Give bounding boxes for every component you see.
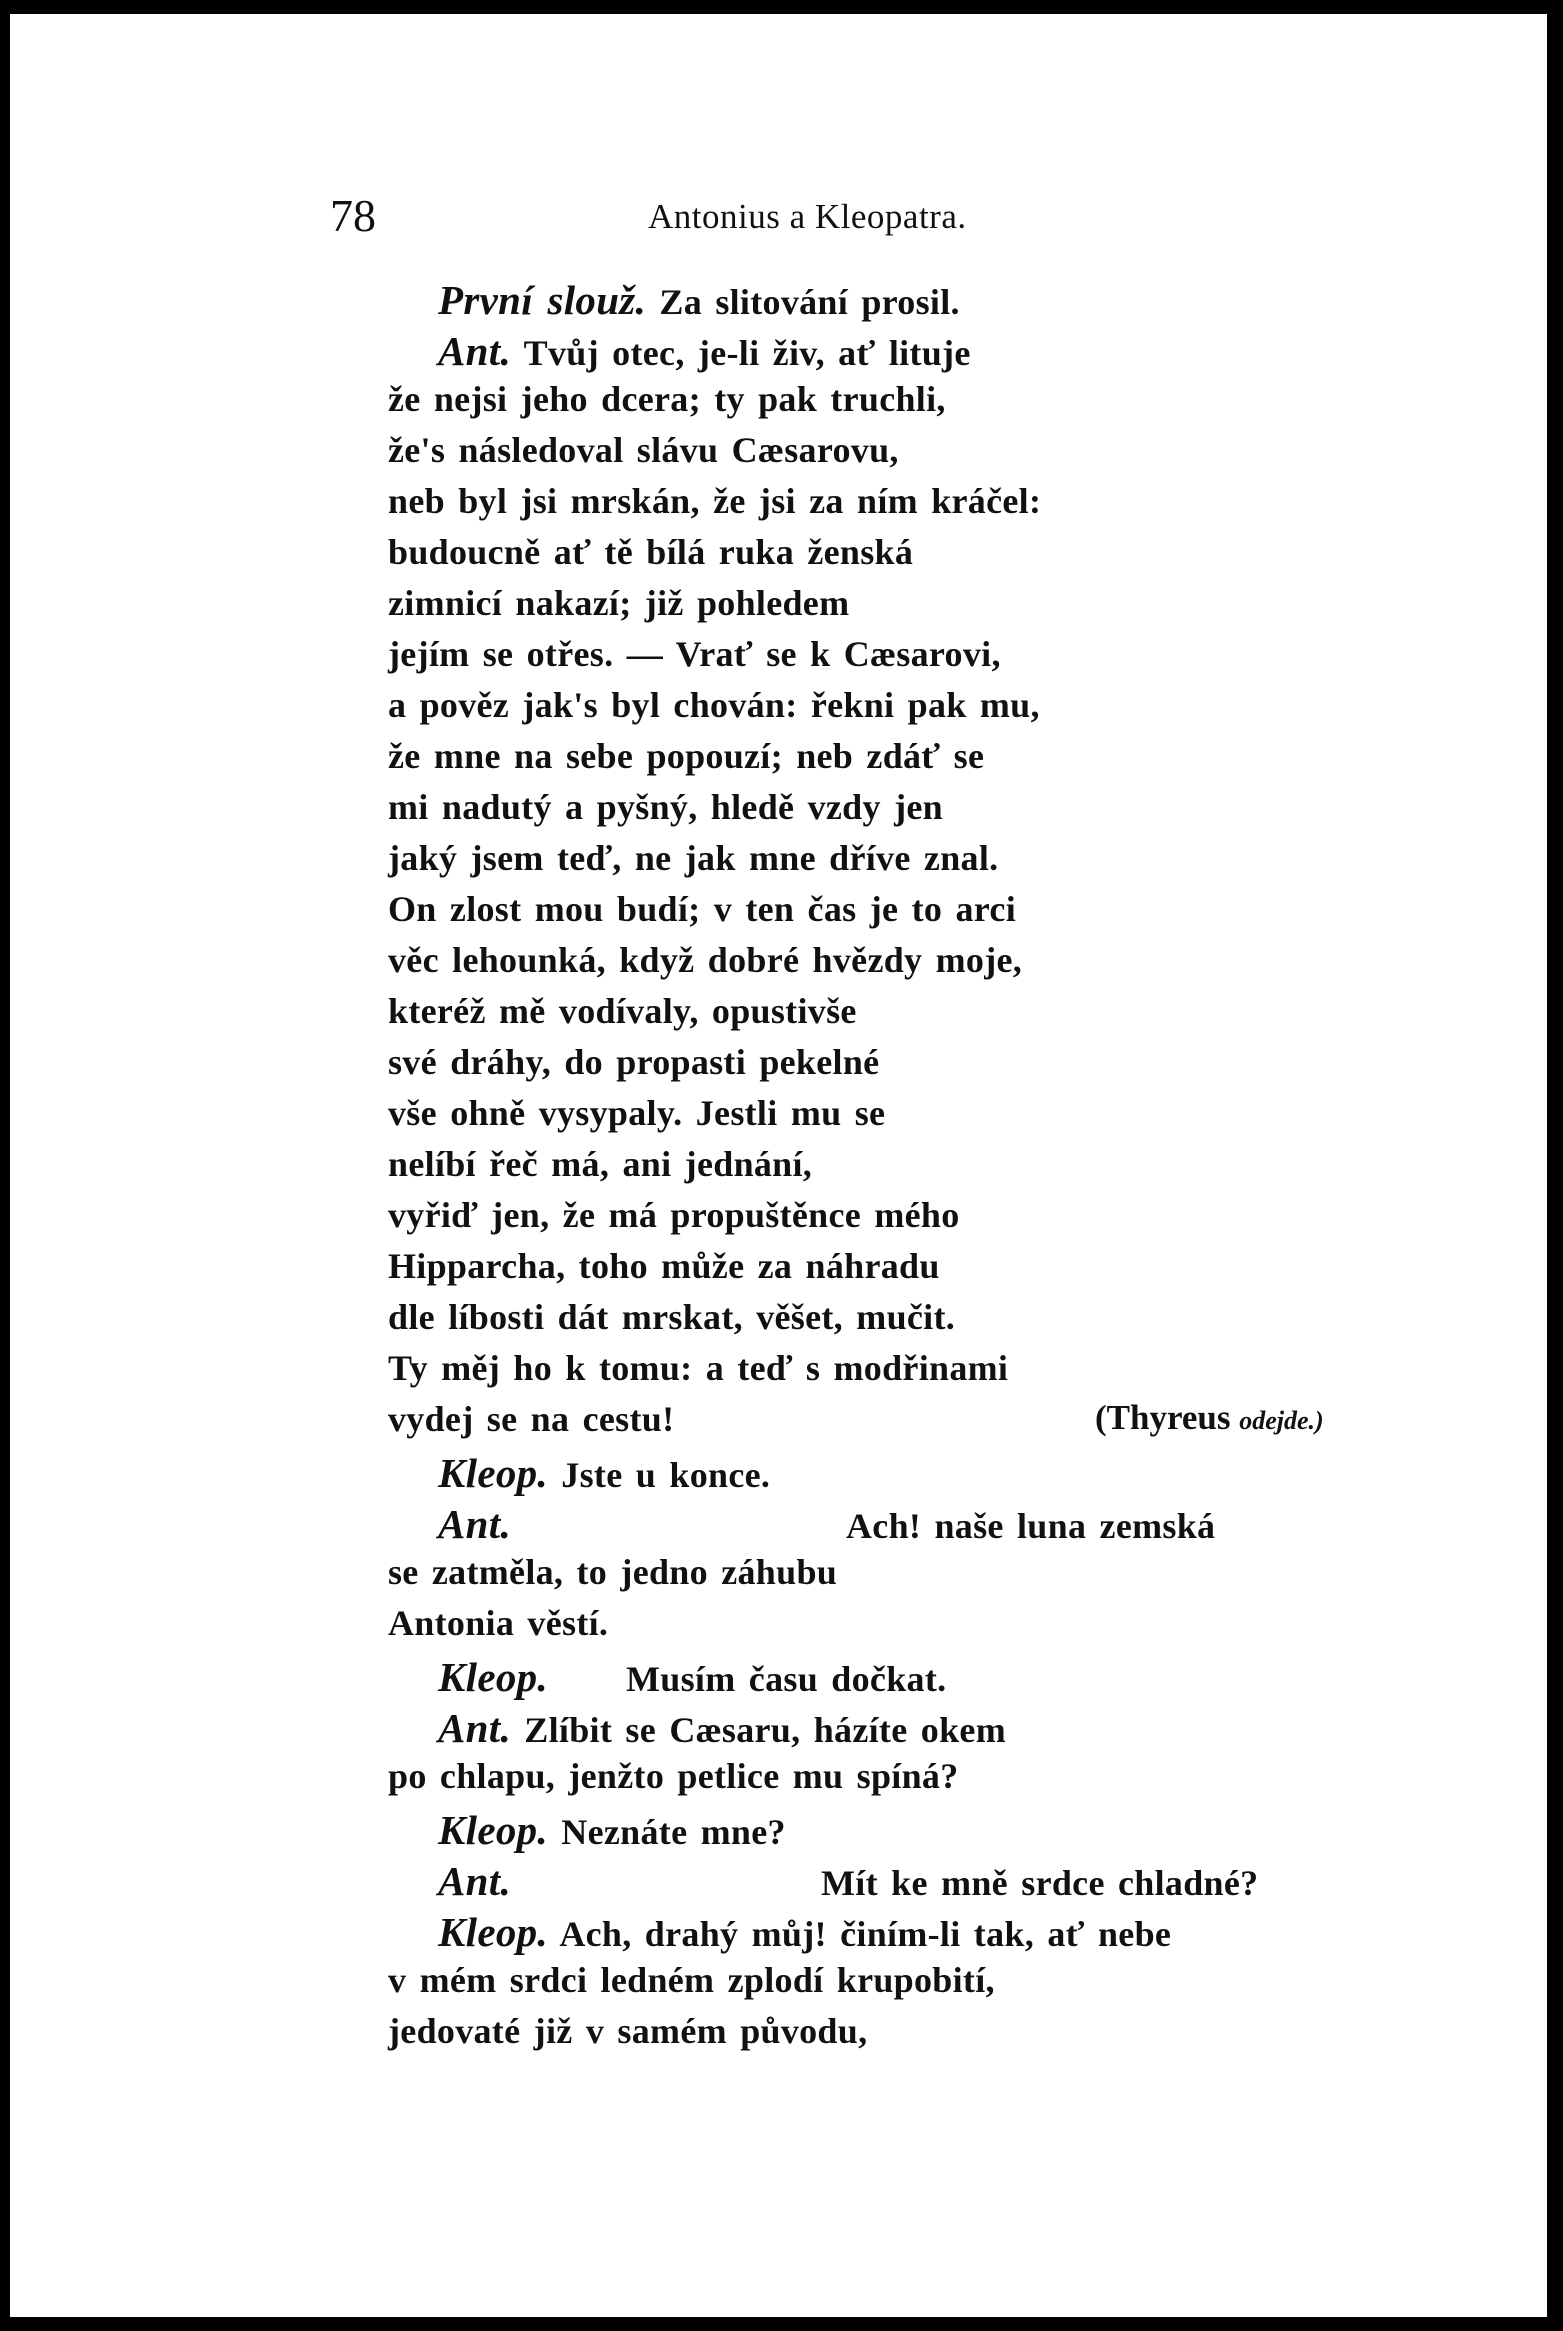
- line-text: Hipparcha, toho může za náhradu: [388, 1246, 940, 1286]
- verse-line: [388, 1194, 960, 1244]
- verse-line: [388, 888, 1016, 938]
- line-text: věc lehounká, když dobré hvězdy moje,: [388, 940, 1023, 980]
- stage-direction-name: (Thyreus: [1095, 1398, 1231, 1437]
- verse-line: [438, 1653, 946, 1703]
- line-text: vše ohně vysypaly. Jestli mu se: [388, 1093, 886, 1133]
- verse-line: [388, 1041, 879, 1091]
- line-text: že nejsi jeho dcera; ty pak truchli,: [388, 379, 946, 419]
- verse-line: [388, 1296, 955, 1346]
- line-text: své dráhy, do propasti pekelné: [388, 1042, 880, 1082]
- verse-line: [388, 1347, 1008, 1397]
- verse-line: [388, 1245, 940, 1295]
- verse-line: [388, 531, 913, 581]
- verse-line: [438, 327, 971, 377]
- speaker-name: Kleop.: [438, 1807, 548, 1853]
- line-text: vydej se na cestu!: [388, 1399, 675, 1439]
- line-text: neb byl jsi mrskán, že jsi za ním kráčel:: [388, 481, 1042, 521]
- line-text: Ach! naše luna zemská: [846, 1506, 1216, 1546]
- line-text: jedovaté již v samém původu,: [388, 2011, 868, 2051]
- speaker-name: Kleop.: [438, 1909, 548, 1955]
- verse-line: [388, 429, 899, 479]
- verse-line: [438, 1449, 770, 1499]
- line-text: se zatměla, to jedno záhubu: [388, 1552, 838, 1592]
- line-text: zimnicí nakazí; již pohledem: [388, 583, 850, 623]
- speaker-name: Kleop.: [438, 1450, 548, 1496]
- verse-line: [388, 1602, 608, 1652]
- speaker-name: Ant.: [438, 328, 511, 374]
- verse-line: [388, 1143, 812, 1193]
- line-text: dle líbosti dát mrskat, věšet, mučit.: [388, 1297, 956, 1337]
- line-text: že mne na sebe popouzí; neb zdáť se: [388, 736, 985, 776]
- line-text: Neznáte mne?: [548, 1812, 786, 1852]
- running-title: Antonius a Kleopatra.: [648, 197, 967, 236]
- verse-line: [388, 1755, 959, 1805]
- line-text: Za slitování prosil.: [646, 282, 960, 322]
- verse-line: [388, 1959, 995, 2009]
- verse-line: [388, 2010, 867, 2060]
- verse-line: [438, 1806, 786, 1856]
- line-text: mi nadutý a pyšný, hledě vzdy jen: [388, 787, 943, 827]
- line-text: On zlost mou budí; v ten čas je to arci: [388, 889, 1017, 929]
- line-text: Antonia věstí.: [388, 1603, 609, 1643]
- speaker-name: Ant.: [438, 1858, 511, 1904]
- book-page: [10, 14, 1547, 2317]
- line-text: jaký jsem teď, ne jak mne dříve znal.: [388, 838, 999, 878]
- line-text: Musím času dočkat.: [626, 1659, 947, 1699]
- line-text: Ty měj ho k tomu: a teď s modřinami: [388, 1348, 1009, 1388]
- line-text: Jste u konce.: [548, 1455, 771, 1495]
- verse-line: [388, 786, 943, 836]
- verse-line: [388, 990, 857, 1040]
- speaker-name: Ant.: [438, 1705, 511, 1751]
- stage-direction-action: odejde.): [1239, 1406, 1324, 1435]
- verse-line: [388, 837, 998, 887]
- verse-line: [388, 1398, 674, 1448]
- line-text: že's následoval slávu Cæsarovu,: [388, 430, 899, 470]
- verse-line: [388, 1092, 885, 1142]
- speaker-name: První slouž.: [438, 277, 647, 323]
- line-text: vyřiď jen, že má propuštěnce mého: [388, 1195, 960, 1235]
- verse-line: [388, 582, 849, 632]
- line-text: jejím se otřes. — Vrať se k Cæsarovi,: [388, 634, 1001, 674]
- line-text: budoucně ať tě bílá ruka ženská: [388, 532, 914, 572]
- verse-line: [388, 1551, 837, 1601]
- verse-line: [388, 684, 1040, 734]
- line-text: po chlapu, jenžto petlice mu spíná?: [388, 1756, 959, 1796]
- verse-line: [438, 1908, 1171, 1958]
- stage-direction: [1095, 1398, 1324, 1438]
- page-number: 78: [330, 190, 376, 241]
- speaker-name: Kleop.: [438, 1654, 548, 1700]
- line-text: a pověz jak's byl chován: řekni pak mu,: [388, 685, 1040, 725]
- line-text: Mít ke mně srdce chladné?: [821, 1863, 1259, 1903]
- line-text: Tvůj otec, je-li živ, ať lituje: [511, 333, 971, 373]
- line-text: nelíbí řeč má, ani jednání,: [388, 1144, 813, 1184]
- verse-line: [438, 1704, 1006, 1754]
- speaker-name: Ant.: [438, 1501, 511, 1547]
- verse-line: [388, 735, 984, 785]
- verse-line: [388, 378, 946, 428]
- verse-line: [438, 276, 960, 326]
- line-text: Ach, drahý můj! činím-li tak, ať nebe: [548, 1914, 1172, 1954]
- line-text: kteréž mě vodívaly, opustivše: [388, 991, 857, 1031]
- verse-line: [388, 939, 1022, 989]
- verse-line: [388, 633, 1001, 683]
- verse-line: [388, 480, 1041, 530]
- running-head: [10, 189, 1547, 249]
- line-text: v mém srdci ledném zplodí krupobití,: [388, 1960, 995, 2000]
- verse-line: [438, 1857, 1258, 1907]
- verse-line: [438, 1500, 1215, 1550]
- line-text: Zlíbit se Cæsaru, házíte okem: [511, 1710, 1006, 1750]
